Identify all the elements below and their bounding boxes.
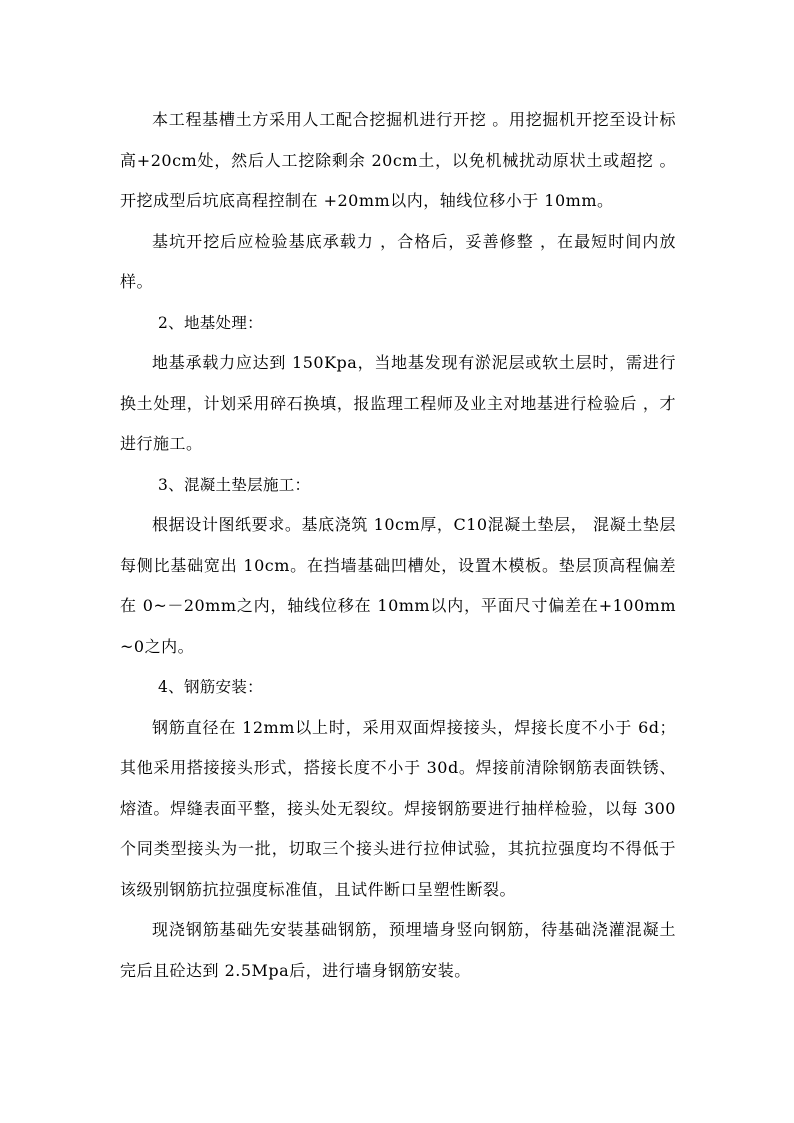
heading-rebar-installation: 4、钢筋安装： [158, 678, 263, 696]
para-bearing-check: 基坑开挖后应检验基底承载力 ，合格后，妥善修整 ，在最短时间内放样。 [120, 231, 676, 291]
para-foundation-treatment: 地基承载力应达到 150Kpa，当地基发现有淤泥层或软土层时，需进行换土处理，计划采用碎石换填，报监理工程师及业主对地基进行检验后 ，才进行施工。 [120, 353, 676, 453]
heading-concrete-cushion: 3、混凝土垫层施工： [158, 475, 311, 494]
para-cast-in-place: 现浇钢筋基础先安装基础钢筋，预埋墙身竖向钢筋，待基础浇灌混凝土完后且砼达到 2.5Mpa后，进行墙身钢筋安装。 [120, 920, 676, 980]
document-body [120, 100, 676, 991]
para-concrete-cushion: 根据设计图纸要求。基底浇筑 10cm厚，C10混凝土垫层， 混凝土垫层每侧比基础宽出 10cm。在挡墙基础凹槽处，设置木模板。垫层顶高程偏差在 0~－20mm之内，轴线位移在 10mm以内，平面尺寸偏差在+100mm~0之内。 [120, 515, 676, 656]
para-rebar-welding: 钢筋直径在 12mm以上时，采用双面焊接接头，焊接长度不小于 6d；其他采用搭接接头形式，搭接长度不小于 30d。焊接前清除钢筋表面铁锈、熔渣。焊缝表面平整，接头处无裂纹。焊接钢筋要进行抽样检验，以每 300个同类型接头为一批，切取三个接头进行拉伸试验，其抗拉强度均不得低于该级别钢筋抗拉强度标准值，且试件断口呈塑性断裂。 [120, 717, 676, 899]
heading-foundation-treatment: 2、地基处理： [158, 313, 263, 332]
para-excavation: 本工程基槽土方采用人工配合挖掘机进行开挖 。用挖掘机开挖至设计标高+20cm处，然后人工挖除剩余 20cm土，以免机械扰动原状土或超挖 。开挖成型后坑底高程控制在 +20mm以内，轴线位移小于 10mm。 [120, 110, 676, 210]
